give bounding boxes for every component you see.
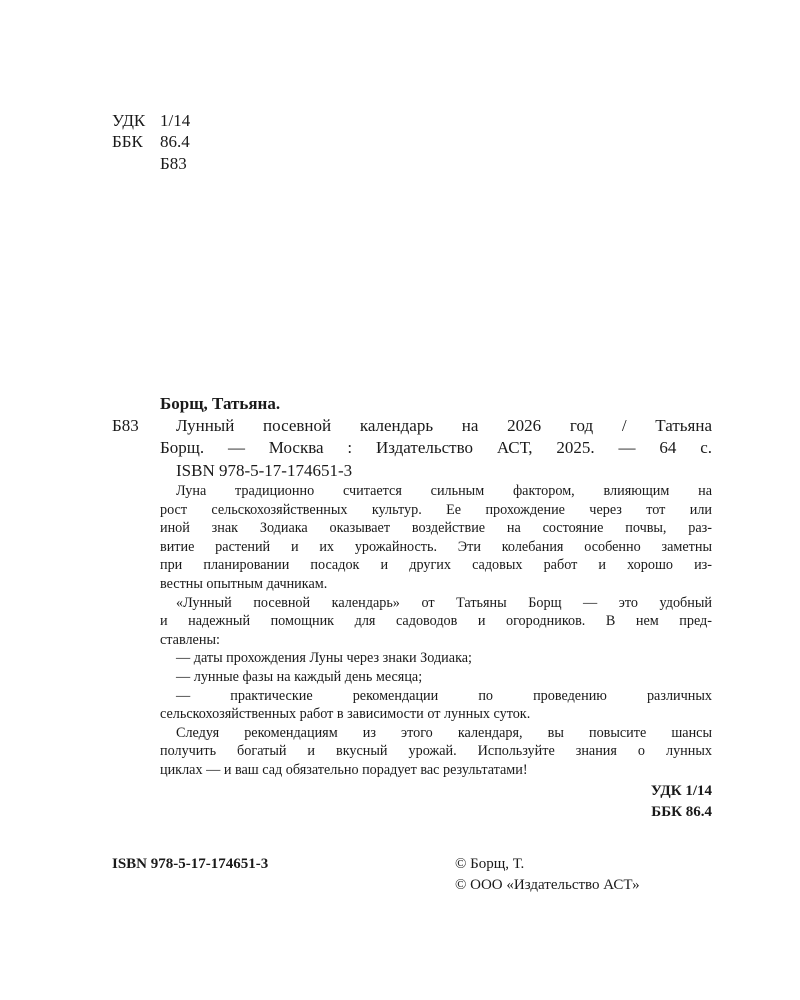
annotation-line: при планировании посадок и других садовых работ и хорошо из- (160, 557, 712, 574)
bbk-label: ББК (112, 132, 143, 151)
author: Борщ, Татьяна. (160, 394, 281, 413)
annotation-line: витие растений и их урожайность. Эти колебания особенно заметны (160, 538, 712, 555)
bbk-value: 86.4 (160, 132, 190, 151)
annotation-line: — практические рекомендации по проведению различных (176, 687, 712, 704)
author-mark: Б83 (112, 416, 139, 435)
annotation-line: — даты прохождения Луны через знаки Зодиака; (176, 650, 472, 667)
annotation-line: Луна традиционно считается сильным фактором, влияющим на (176, 483, 712, 499)
title-line-2: Борщ. — Москва : Издательство АСТ, 2025. — 64 с. (160, 438, 712, 457)
annotation-line: иной знак Зодиака оказывает воздействие на состояние почвы, раз- (160, 520, 712, 537)
udk-value: 1/14 (160, 111, 191, 130)
annotation-line: получить богатый и вкусный урожай. Используйте знания о лунных (160, 743, 712, 760)
bbk-code-right: ББК 86.4 (651, 804, 712, 820)
annotation-line: ставлены: (160, 631, 220, 648)
annotation-line: Следуя рекомендациям из этого календаря, вы повысите шансы (176, 724, 712, 741)
footer-isbn: ISBN 978-5-17-174651-3 (112, 856, 269, 872)
udk-label: УДК (112, 111, 146, 130)
annotation-line: циклах — и ваш сад обязательно порадует вас результатами! (160, 761, 528, 778)
annotation-line: и надежный помощник для садоводов и огородников. В нем пред- (160, 613, 712, 630)
author-mark-value: Б83 (160, 154, 187, 173)
isbn: ISBN 978-5-17-174651-3 (176, 461, 353, 480)
copyright-publisher: © ООО «Издательство АСТ» (455, 877, 640, 893)
title-line-1: Лунный посевной календарь на 2026 год / Татьяна (176, 416, 712, 435)
annotation-line: — лунные фазы на каждый день месяца; (176, 668, 423, 685)
udk-code-right: УДК 1/14 (650, 783, 712, 799)
annotation-line: «Лунный посевной календарь» от Татьяны Борщ — это удобный (176, 594, 712, 611)
annotation-line: вестны опытным дачникам. (160, 575, 328, 592)
annotation (160, 482, 712, 780)
annotation-line: рост сельскохозяйственных культур. Ее прохождение через тот или (160, 501, 712, 518)
annotation-line: сельскохозяйственных работ в зависимости от лунных суток. (160, 706, 531, 723)
copyright-author: © Борщ, Т. (455, 856, 525, 872)
